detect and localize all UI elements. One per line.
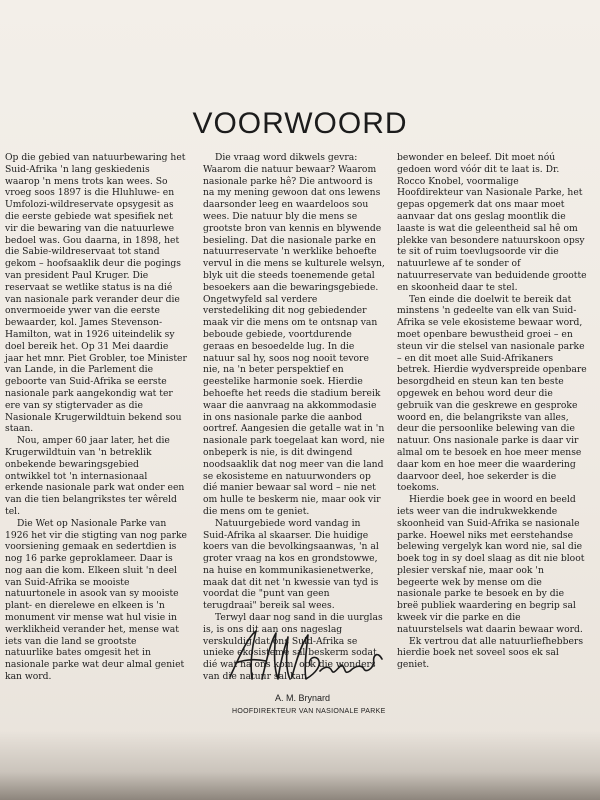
paragraph: Nou, amper 60 jaar later, het die Krugerwildtuin van 'n betreklik onbekende bewaringsgebied ontwikkel tot 'n internasionaal erkende nasionale park wat onder een van die tien belangrikstes ter wêreld tel. [5,435,185,517]
photo-shadow [0,730,600,800]
paragraph: Die Wet op Nasionale Parke van 1926 het vir die stigting van nog parke voorsiening gemaak en sedertdien is nog 16 parke geproklameer. Daar is nog aan die kom. Elkeen sluit 'n deel van Suid-Afrika se mooiste natuurtonele in asook van sy mooiste plant- en dierelewe en elkeen is 'n monument vir mense wat hul visie in werklikheid verander het, mense wat iets van die land se grootste natuurlike bates omgesit het in nasionale parke wat deur almal geniet kan word. [5,517,187,683]
paragraph: Ten einde die doelwit te bereik dat minstens 'n gedeelte van elk van Suid-Afrika se vele ekosisteme bewaar word, moet openbare bewustheid groei – en steun vir die stelsel van nasionale parke – en dit moet alle Suid-Afrikaners betrek. Hierdie wydverspreide openbare besorgdheid en steun kan ten beste opgewek en behou word deur die gebruik van die geskrewe en gesproke woord en, die belangrikste van alles, deur die persoonlike belewing van die natuur. Ons nasionale parke is daar vir almal om te besoek en hoe meer mense daar kom en hoe meer die waardering daarvoor deel, hoe sekerder is die toekoms. [397,293,587,494]
paragraph: Terwyl daar nog sand in die uurglas is, is ons dit aan ons nageslag verskuldig dat ons Suid-Afrika se unieke ekosisteme sal beskerm sodat dié wat na ons kom, ook die wonders van die natuur sal kan [203,612,383,683]
paragraph: Natuurgebiede word vandag in Suid-Afrika al skaarser. Die huidige koers van die bevolkingsaanwas, 'n al groter vraag na kos en grondstowwe, na huise en kommunikasienetwerke, maak dat dit net 'n kwessie van tyd is voordat die "punt van geen terugdraai" bereik sal wees. [203,517,379,612]
paragraph: Hierdie boek gee in woord en beeld iets weer van die indrukwekkende skoonheid van Suid-Afrika se nasionale parke. Hoewel niks met eerstehandse belewing vergelyk kan word nie, sal die boek tog in sy doel slaag as dit nie bloot plesier verskaf nie, maar ook 'n begeerte wek by mense om die nasionale parke te besoek en by die breë publiek waardering en begrip sal kweek vir die parke en die natuurstelsels wat daarin bewaar word. [397,494,585,635]
handwritten-signature [222,625,392,687]
signatory-role: HOOFDIREKTEUR VAN NASIONALE PARKE [232,708,386,715]
paragraph: bewonder en beleef. Dit moet nóú gedoen word vóór dit te laat is. Dr. Rocco Knobel, voormalige Hoofdirekteur van Nasionale Parke, het gepas opgemerk dat ons maar moet aanvaar dat ons geslag moontlik die laaste is wat die geleentheid sal hê om plekke van besondere natuurskoon opsy te sit of ruim toevlugsoorde vir die natuurlewe af te sonder of natuurreservate van beduidende grootte en skoonheid daar te stel. [397,152,587,293]
paragraph: Die vraag word dikwels gevra: Waarom die natuur bewaar? Waarom nasionale parke hê? Die antwoord is na my mening gewoon dat ons lewens daarsonder leeg en waardeloos sou wees. Die natuur bly die mens se grootste bron van kennis en blywende besieling. Dat die nasionale parke en natuurreservate 'n werklike behoefte vervul in die mens se kulturele welsyn, blyk uit die steeds toenemende getal besoekers aan die bewaringsgebiede. Ongetwyfeld sal verdere verstedeliking dit nog gebiedender maak vir die mens om te ontsnap van beboude gebiede, voortdurende geraas en besoedelde lug. In die natuur sal hy, soos nog nooit tevore nie, na 'n beter perspektief en geestelike harmonie soek. Hierdie behoefte het reeds die stadium bereik waar die aanvraag na akkommodasie in ons nasionale parke die aanbod oortref. Aangesien die getalle wat in 'n nasionale park toegelaat kan word, nie onbeperk is nie, is dit dwingend noodsaaklik dat nog meer van die land se ekosisteme en natuurwonders op dié manier bewaar sal word – nie net om hulle te beskerm nie, maar ook vir die mens om te geniet. [203,152,385,517]
signatory-name: A. M. Brynard [275,693,331,703]
text-column-3 [397,152,587,671]
text-column-1 [5,152,187,683]
paragraph: Ek vertrou dat alle natuurliefhebbers hierdie boek net soveel soos ek sal geniet. [397,635,584,671]
paragraph: Op die gebied van natuurbewaring het Suid-Afrika 'n lang geskiedenis waarop 'n mens trots kan wees. So vroeg soos 1897 is die Hluhluwe- en Umfolozi-wildreservate opsygesit as die eerste gebiede wat spesifiek net vir die bewaring van die natuurlewe bedoel was. Gou daarna, in 1898, het die Sabie-wildreservaat tot stand gekom – hoofsaaklik deur die pogings van president Paul Kruger. Die reservaat se wetlike status is na dié van nasionale park verander deur die onvermoeide ywer van die eerste bewaarder, kol. James Stevenson-Hamilton, wat in 1926 uiteindelik sy doel bereik het. Op 31 Mei daardie jaar het mnr. Piet Grobler, toe Minister van Lande, in die Parlement die geboorte van Suid-Afrika se eerste nasionale park aangekondig wat ter ere van sy stigtervader as die Nasionale Krugerwildtuin bekend sou staan. [5,152,187,435]
page-title: VOORWOORD [192,107,408,140]
text-column-2 [203,152,385,683]
